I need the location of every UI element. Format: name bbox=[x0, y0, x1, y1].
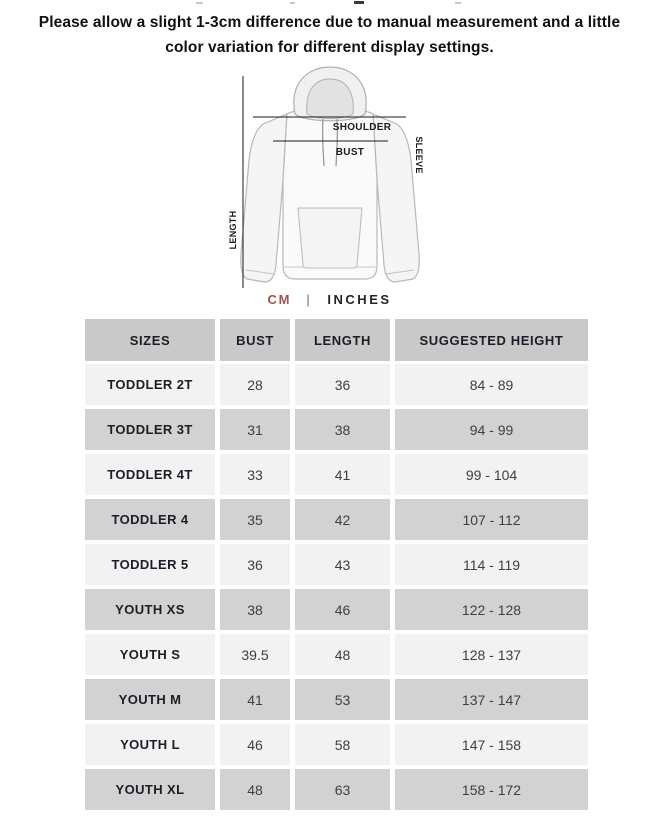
size-cell: TODDLER 2T bbox=[85, 364, 215, 405]
height-cell: 114 - 119 bbox=[395, 544, 588, 585]
bust-cell: 41 bbox=[220, 679, 290, 720]
length-cell: 46 bbox=[295, 589, 390, 630]
size-cell: TODDLER 3T bbox=[85, 409, 215, 450]
height-cell: 107 - 112 bbox=[395, 499, 588, 540]
size-cell: YOUTH M bbox=[85, 679, 215, 720]
size-cell: TODDLER 4 bbox=[85, 499, 215, 540]
height-cell: 122 - 128 bbox=[395, 589, 588, 630]
size-cell: YOUTH S bbox=[85, 634, 215, 675]
size-cell: TODDLER 4T bbox=[85, 454, 215, 495]
height-cell: 94 - 99 bbox=[395, 409, 588, 450]
bust-cell: 36 bbox=[220, 544, 290, 585]
measurement-disclaimer: Please allow a slight 1-3cm difference due to manual measurement and a little color variation for different display settings. bbox=[38, 14, 621, 56]
unit-inches-button[interactable]: INCHES bbox=[327, 292, 392, 307]
length-cell: 43 bbox=[295, 544, 390, 585]
length-cell: 38 bbox=[295, 409, 390, 450]
height-cell: 137 - 147 bbox=[395, 679, 588, 720]
header-cell-suggested-height: SUGGESTED HEIGHT bbox=[395, 319, 588, 361]
size-cell: YOUTH XS bbox=[85, 589, 215, 630]
size-cell: TODDLER 5 bbox=[85, 544, 215, 585]
bust-cell: 31 bbox=[220, 409, 290, 450]
unit-toggle bbox=[0, 292, 659, 307]
length-cell: 53 bbox=[295, 679, 390, 720]
height-cell: 84 - 89 bbox=[395, 364, 588, 405]
length-cell: 42 bbox=[295, 499, 390, 540]
sleeve-label: SLEEVE bbox=[413, 136, 424, 174]
length-cell: 36 bbox=[295, 364, 390, 405]
bust-cell: 48 bbox=[220, 769, 290, 810]
header-cell-length: LENGTH bbox=[295, 319, 390, 361]
bust-cell: 28 bbox=[220, 364, 290, 405]
bust-cell: 39.5 bbox=[220, 634, 290, 675]
length-cell: 41 bbox=[295, 454, 390, 495]
size-table bbox=[85, 319, 588, 810]
length-cell: 48 bbox=[295, 634, 390, 675]
header-cell-sizes: SIZES bbox=[85, 319, 215, 361]
height-cell: 158 - 172 bbox=[395, 769, 588, 810]
header-cell-bust: BUST bbox=[220, 319, 290, 361]
bust-cell: 46 bbox=[220, 724, 290, 765]
hoodie-measurement-diagram bbox=[225, 62, 435, 290]
hoodie-illustration bbox=[240, 67, 419, 282]
length-cell: 58 bbox=[295, 724, 390, 765]
length-cell: 63 bbox=[295, 769, 390, 810]
length-label: LENGTH bbox=[227, 210, 238, 250]
height-cell: 147 - 158 bbox=[395, 724, 588, 765]
size-cell: YOUTH XL bbox=[85, 769, 215, 810]
bust-cell: 38 bbox=[220, 589, 290, 630]
bust-label: BUST bbox=[335, 147, 364, 158]
cropped-heading-fragment bbox=[0, 0, 659, 6]
bust-cell: 33 bbox=[220, 454, 290, 495]
height-cell: 99 - 104 bbox=[395, 454, 588, 495]
height-cell: 128 - 137 bbox=[395, 634, 588, 675]
unit-cm-button[interactable]: CM bbox=[267, 292, 292, 307]
unit-separator: | bbox=[306, 292, 313, 307]
bust-cell: 35 bbox=[220, 499, 290, 540]
shoulder-label: SHOULDER bbox=[332, 122, 391, 133]
size-cell: YOUTH L bbox=[85, 724, 215, 765]
